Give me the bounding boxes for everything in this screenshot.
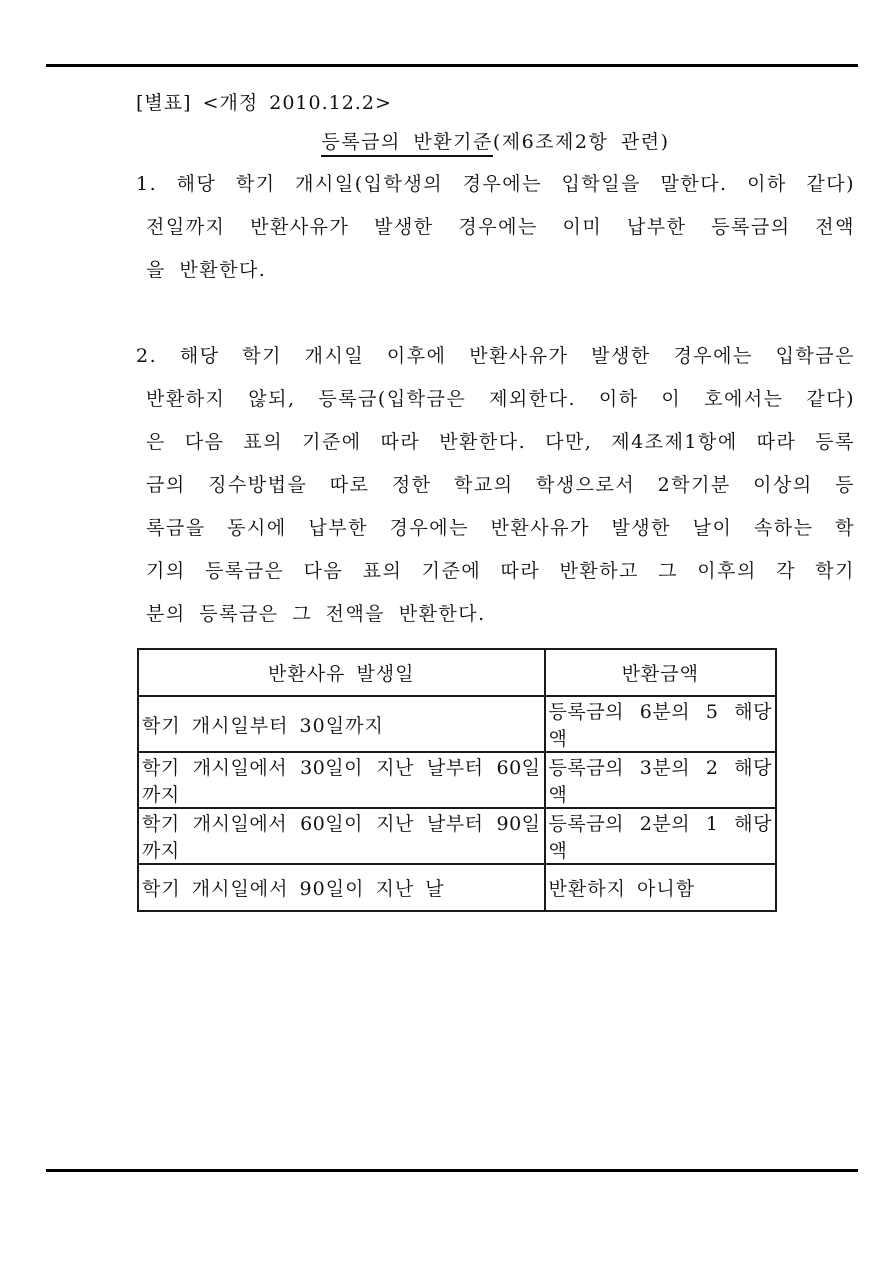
cell-cause: 학기 개시일부터 30일까지 [138, 696, 545, 752]
cell-cause: 학기 개시일에서 60일이 지난 날부터 90일까지 [138, 808, 545, 864]
cell-cause: 학기 개시일에서 90일이 지난 날 [138, 864, 545, 911]
paragraph-line: 기의 등록금은 다음 표의 기준에 따라 반환하고 그 이후의 각 학기 [146, 560, 855, 582]
document-title-suffix: (제6조제2항 관련) [492, 131, 670, 153]
table-row [138, 696, 776, 752]
cell-amount: 반환하지 아니함 [545, 864, 776, 911]
cell-cause: 학기 개시일에서 30일이 지난 날부터 60일까지 [138, 752, 545, 808]
annex-meta-line: [별표] <개정 2010.12.2> [136, 92, 392, 114]
paragraph-line: 을 반환한다. [146, 259, 267, 281]
paragraph-item-1 [136, 163, 855, 292]
cell-amount: 등록금의 6분의 5 해당액 [545, 696, 776, 752]
header-cell-refund-amount: 반환금액 [545, 649, 776, 696]
paragraph-line: 1. 해당 학기 개시일(입학생의 경우에는 입학일을 말한다. 이하 같다) [136, 173, 855, 195]
header-cell-refund-cause-date: 반환사유 발생일 [138, 649, 545, 696]
paragraph-line: 은 다음 표의 기준에 따라 반환한다. 다만, 제4조제1항에 따라 등록 [146, 431, 855, 453]
top-horizontal-rule [46, 64, 858, 67]
bottom-horizontal-rule [46, 1169, 858, 1172]
cell-amount: 등록금의 2분의 1 해당액 [545, 808, 776, 864]
table-row [138, 864, 776, 911]
table-row [138, 752, 776, 808]
paragraph-line: 록금을 동시에 납부한 경우에는 반환사유가 발생한 날이 속하는 학 [146, 517, 855, 539]
document-title-main: 등록금의 반환기준 [321, 131, 492, 157]
paragraph-line: 전일까지 반환사유가 발생한 경우에는 이미 납부한 등록금의 전액 [146, 216, 855, 238]
paragraph-line: 금의 징수방법을 따로 정한 학교의 학생으로서 2학기분 이상의 등 [146, 474, 855, 496]
paragraph-line: 반환하지 않되, 등록금(입학금은 제외한다. 이하 이 호에서는 같다) [146, 388, 855, 410]
refund-standards-table [137, 648, 777, 912]
table-row [138, 808, 776, 864]
paragraph-line: 2. 해당 학기 개시일 이후에 반환사유가 발생한 경우에는 입학금은 [136, 345, 855, 367]
paragraph-line: 분의 등록금은 그 전액을 반환한다. [146, 603, 486, 625]
cell-amount: 등록금의 3분의 2 해당액 [545, 752, 776, 808]
paragraph-item-2 [136, 335, 855, 636]
document-title [136, 127, 855, 154]
table-header-row [138, 649, 776, 696]
